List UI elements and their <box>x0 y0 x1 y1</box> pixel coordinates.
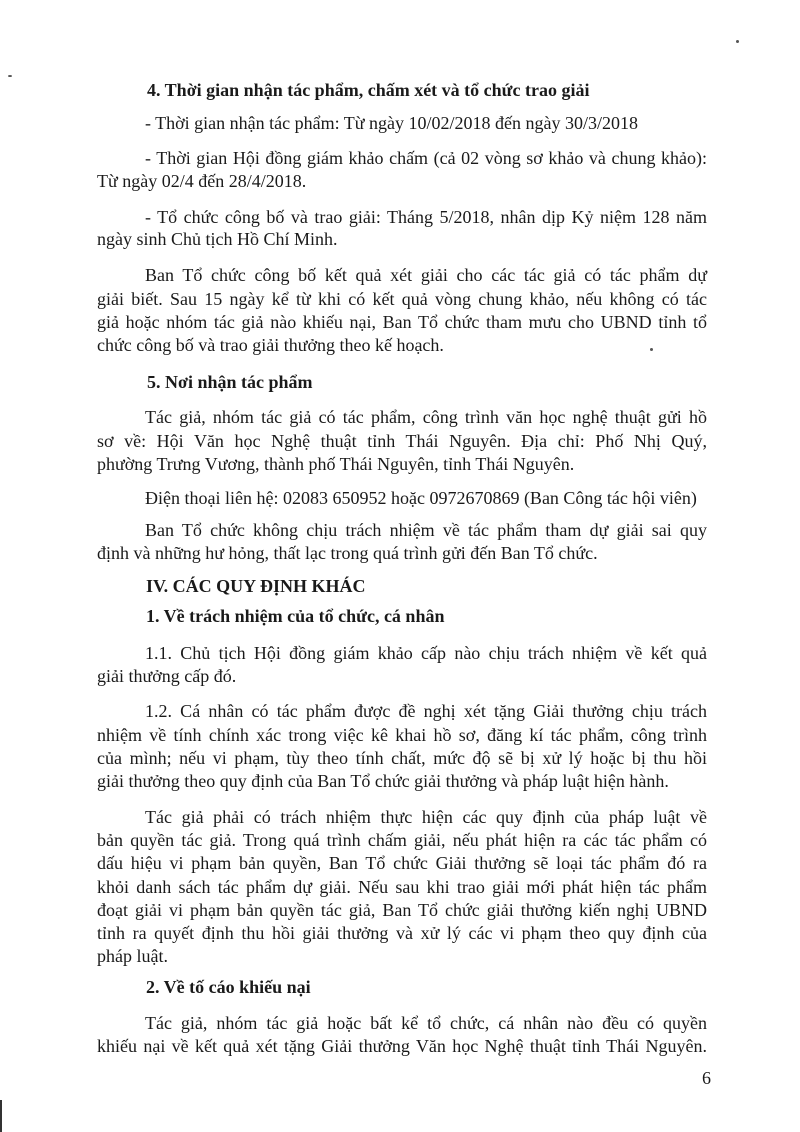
section-heading-5: 5. Nơi nhận tác phẩm <box>147 372 313 392</box>
scan-speck <box>650 348 653 351</box>
scan-speck <box>8 75 12 77</box>
paragraph-line: sơ về: Hội Văn học Nghệ thuật tỉnh Thái Nguyên. Địa chỉ: Phố Nhị Quý, <box>97 431 707 451</box>
scan-edge-mark <box>0 1100 2 1132</box>
paragraph-line: Tác giả phải có trách nhiệm thực hiện các quy định của pháp luật về <box>145 807 707 827</box>
subsection-heading-2: 2. Về tố cáo khiếu nại <box>146 977 311 997</box>
paragraph-line: định và những hư hỏng, thất lạc trong quá trình gửi đến Ban Tổ chức. <box>97 543 598 563</box>
paragraph-line: 1.1. Chủ tịch Hội đồng giám khảo cấp nào chịu trách nhiệm về kết quả <box>145 643 707 663</box>
paragraph-line: bản quyền tác giả. Trong quá trình chấm giải, nếu phát hiện ra các tác phẩm có <box>97 830 707 850</box>
paragraph-line: giả hoặc nhóm tác giả nào khiếu nại, Ban Tổ chức tham mưu cho UBND tỉnh tổ <box>97 312 707 332</box>
paragraph-line: pháp luật. <box>97 946 168 966</box>
paragraph-line: đoạt giải vi phạm bản quyền tác giả, Ban Tổ chức giải thưởng kiến nghị UBND <box>97 900 707 920</box>
paragraph-line: - Tổ chức công bố và trao giải: Tháng 5/2018, nhân dịp Kỷ niệm 128 năm <box>145 207 707 227</box>
paragraph-line: Tác giả, nhóm tác giả hoặc bất kể tổ chức, cá nhân nào đều có quyền <box>145 1013 707 1033</box>
paragraph-line: - Thời gian nhận tác phẩm: Từ ngày 10/02/2018 đến ngày 30/3/2018 <box>145 113 639 133</box>
paragraph-line: Ban Tổ chức không chịu trách nhiệm về tác phẩm tham dự giải sai quy <box>145 520 707 540</box>
paragraph-line: Điện thoại liên hệ: 02083 650952 hoặc 0972670869 (Ban Công tác hội viên) <box>145 488 697 508</box>
paragraph-line: của mình; nếu vi phạm, tùy theo tính chất, mức độ sẽ bị xử lý hoặc bị thu hồi <box>97 748 707 768</box>
paragraph-line: giải thưởng theo quy định của Ban Tổ chức giải thưởng và pháp luật hiện hành. <box>97 771 669 791</box>
paragraph-line: nhiệm về tính chính xác trong việc kê khai hồ sơ, đăng kí tác phẩm, công trình <box>97 725 707 745</box>
paragraph-line: chức công bố và trao giải thưởng theo kế hoạch. <box>97 335 444 355</box>
page-number: 6 <box>702 1068 711 1088</box>
paragraph-line: - Thời gian Hội đồng giám khảo chấm (cả 02 vòng sơ khảo và chung khảo): <box>145 148 707 168</box>
paragraph-line: 1.2. Cá nhân có tác phẩm được đề nghị xét tặng Giải thưởng chịu trách <box>145 701 707 721</box>
paragraph-line: khỏi danh sách tác phẩm dự giải. Nếu sau khi trao giải mới phát hiện tác phẩm <box>97 877 707 897</box>
section-heading-4: 4. Thời gian nhận tác phẩm, chấm xét và tổ chức trao giải <box>147 80 590 100</box>
paragraph-line: giải biết. Sau 15 ngày kể từ khi có kết quả vòng chung khảo, nếu không có tác <box>97 289 707 309</box>
paragraph-line: dấu hiệu vi phạm bản quyền, Ban Tổ chức Giải thưởng sẽ loại tác phẩm đó ra <box>97 853 707 873</box>
paragraph-line: tỉnh ra quyết định thu hồi giải thưởng và xử lý các vi phạm theo quy định của <box>97 923 707 943</box>
paragraph-line: khiếu nại về kết quả xét tặng Giải thưởng Văn học Nghệ thuật tỉnh Thái Nguyên. <box>97 1036 707 1056</box>
paragraph-line: Ban Tổ chức công bố kết quả xét giải cho các tác giả có tác phẩm dự <box>145 265 707 285</box>
paragraph-line: ngày sinh Chủ tịch Hồ Chí Minh. <box>97 229 338 249</box>
section-heading-iv: IV. CÁC QUY ĐỊNH KHÁC <box>146 576 366 596</box>
paragraph-line: Tác giả, nhóm tác giả có tác phẩm, công trình văn học nghệ thuật gửi hồ <box>145 407 707 427</box>
paragraph-line: phường Trưng Vương, thành phố Thái Nguyên, tỉnh Thái Nguyên. <box>97 454 575 474</box>
scan-speck <box>736 40 739 43</box>
subsection-heading-1: 1. Về trách nhiệm của tổ chức, cá nhân <box>146 606 445 626</box>
paragraph-line: Từ ngày 02/4 đến 28/4/2018. <box>97 171 307 191</box>
paragraph-line: giải thưởng cấp đó. <box>97 666 237 686</box>
